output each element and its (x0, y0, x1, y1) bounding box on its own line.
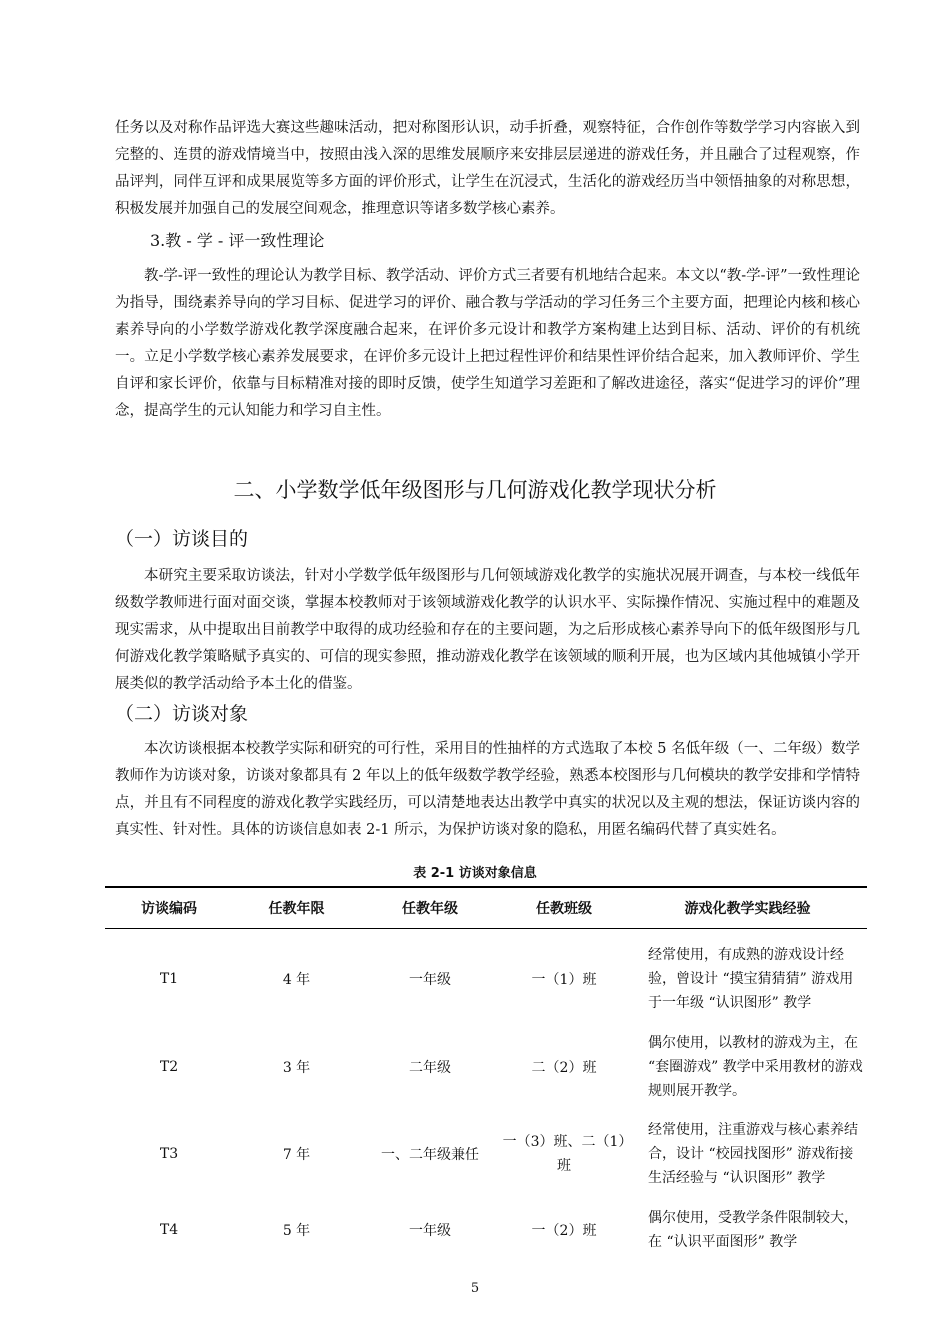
cell-years: 7 年 (282, 1147, 311, 1163)
interview-subjects-table (105, 886, 867, 1255)
cell-years: 3 年 (282, 1059, 311, 1076)
cell-grade: 一、二年级兼任 (381, 1147, 479, 1163)
purpose-block (115, 563, 860, 698)
table-row (105, 1104, 867, 1205)
cell-class: 一（1）班 (531, 972, 597, 989)
cell-grade: 一年级 (409, 1222, 451, 1239)
table-caption: 表 2-1 访谈对象信息 (413, 866, 537, 881)
cell-class: 二（2）班 (531, 1059, 597, 1076)
header-experience: 游戏化教学实践经验 (628, 887, 867, 929)
header-years: 任教年限 (233, 887, 360, 929)
cell-code: T2 (159, 1058, 179, 1075)
header-code: 访谈编码 (105, 887, 233, 929)
cell-experience: 经常使用，有成熟的游戏设计经验，曾设计 “摸宝猜猜猜” 游戏用于一年级 “认识图形” 教学 (648, 947, 854, 1012)
cell-code: T3 (159, 1146, 179, 1162)
table-row (105, 1030, 867, 1104)
subjects-paragraph: 本次访谈根据本校教学实际和研究的可行性，采用目的性抽样的方式选取了本校 5 名低年级（一、二年级）数学教师作为访谈对象，访谈对象都具有 2 年以上的低年级数学教学经验，熟悉本校图形与几何模块的教学安排和学情特点，并且有不同程度的游戏化教学实践经历，可以清楚地表达出教学中真实的状况以及主观的想法，保证访谈内容的真实性、针对性。具体的访谈信息如表 2-1 所示，为保护访谈对象的隐私，用匿名编码代替了真实姓名。 (115, 741, 860, 838)
cell-years: 4 年 (282, 972, 311, 989)
cell-years: 5 年 (282, 1222, 311, 1239)
cell-code: T4 (159, 1221, 179, 1238)
table-header-row (105, 887, 867, 929)
purpose-heading: （一）访谈目的 (115, 528, 249, 550)
table-row (105, 929, 867, 1030)
cell-grade: 一年级 (409, 972, 451, 989)
table-row (105, 1205, 867, 1255)
cell-class: 一（2）班 (531, 1222, 597, 1239)
cell-experience: 偶尔使用，以教材的游戏为主，在 “套圈游戏” 教学中采用教材的游戏规则展开教学。 (648, 1034, 863, 1099)
section-2-heading: 二、小学数学低年级图形与几何游戏化教学现状分析 (233, 478, 717, 502)
subsection-3-paragraph: 教-学-评一致性的理论认为教学目标、教学活动、评价方式三者要有机地结合起来。本文以“教-学-评”一致性理论为指导，围绕素养导向的学习目标、促进学习的评价、融合教与学活动的学习任务三个主要方面，把理论内核和核心素养导向的小学数学游戏化教学深度融合起来，在评价多元设计和教学方案构建上达到目标、活动、评价的有机统一。立足小学数学核心素养发展要求，在评价多元设计上把过程性评价和结果性评价结合起来，加入教师评价、学生自评和家长评价，依靠与目标精准对接的即时反馈，使学生知道学习差距和了解改进途径，落实“促进学习的评价”理念，提高学生的元认知能力和学习自主性。 (115, 268, 860, 419)
cell-experience: 经常使用，注重游戏与核心素养结合，设计 “校园找图形” 游戏衔接生活经验与 “认识图形” 教学 (648, 1122, 858, 1186)
cell-grade: 二年级 (409, 1059, 451, 1076)
cell-experience: 偶尔使用，受教学条件限制较大，在 “认识平面图形” 教学 (648, 1209, 858, 1250)
header-class: 任教班级 (500, 887, 628, 929)
purpose-paragraph: 本研究主要采取访谈法，针对小学数学低年级图形与几何领域游戏化教学的实施状况展开调查，与本校一线低年级数学教师进行面对面交谈，掌握本校教师对于该领域游戏化教学的认识水平、实际操作情况、实施过程中的难题及现实需求，从中提取出目前教学中取得的成功经验和存在的主要问题，为之后形成核心素养导向下的低年级图形与几何游戏化教学策略赋予真实的、可信的现实参照，推动游戏化教学在该领域的顺利开展，也为区域内其他城镇小学开展类似的教学活动给予本土化的借鉴。 (115, 568, 860, 692)
subjects-block (115, 736, 860, 844)
subsection-3-block (115, 263, 860, 425)
page-number: 5 (470, 1281, 480, 1296)
intro-paragraph-block (115, 115, 860, 223)
header-grade: 任教年级 (360, 887, 500, 929)
intro-paragraph: 任务以及对称作品评选大赛这些趣味活动，把对称图形认识，动手折叠，观察特征，合作创作等数学学习内容嵌入到完整的、连贯的游戏情境当中，按照由浅入深的思维发展顺序来安排层层递进的游戏任务，并且融合了过程观察，作品评判，同伴互评和成果展览等多方面的评价形式，让学生在沉浸式，生活化的游戏经历当中领悟抽象的对称思想，积极发展并加强自己的发展空间观念，推理意识等诸多数学核心素养。 (115, 120, 860, 217)
cell-class: 一（3）班、二（1）班 (502, 1134, 626, 1174)
subsection-3-heading: 3.教 - 学 - 评一致性理论 (150, 231, 325, 250)
subjects-heading: （二）访谈对象 (115, 703, 249, 725)
cell-code: T1 (159, 971, 179, 988)
